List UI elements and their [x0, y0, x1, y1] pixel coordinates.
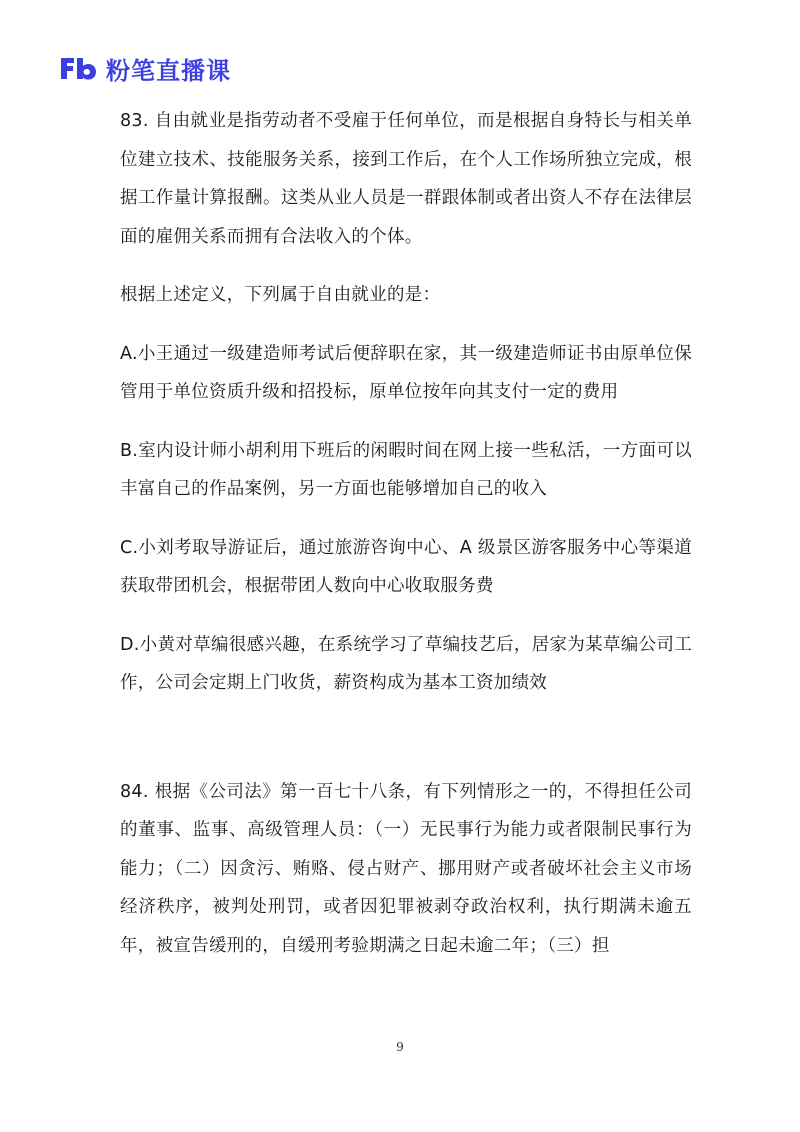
question-83-stem: 83. 自由就业是指劳动者不受雇于任何单位，而是根据自身特长与相关单位建立技术、技能服务关系，接到工作后，在个人工作场所独立完成，根据工作量计算报酬。这类从业人员是一群跟体制或者出资人不存在法律层面的雇佣关系而拥有合法收入的个体。	[120, 111, 692, 247]
page-number: 9	[396, 1040, 404, 1054]
fb-logo-icon	[58, 54, 98, 82]
document-body	[120, 102, 692, 965]
question-83-option-c: C.小刘考取导游证后，通过旅游咨询中心、A 级景区游客服务中心等渠道获取带团机会，根据带团人数向中心收取服务费	[120, 537, 692, 596]
header	[58, 52, 231, 84]
question-83-prompt: 根据上述定义，下列属于自由就业的是：	[120, 285, 441, 305]
question-84-stem: 84. 根据《公司法》第一百七十八条，有下列情形之一的，不得担任公司的董事、监事、高级管理人员：（一）无民事行为能力或者限制民事行为能力；（二）因贪污、贿赂、侵占财产、挪用财产或者破坏社会主义市场经济秩序，被判处刑罚，或者因犯罪被剥夺政治权利，执行期满未逾五年，被宣告缓刑的，自缓刑考验期满之日起未逾二年；（三）担	[120, 781, 692, 956]
question-83-option-b: B.室内设计师小胡利用下班后的闲暇时间在网上接一些私活，一方面可以丰富自己的作品案例，另一方面也能够增加自己的收入	[120, 440, 692, 499]
question-83-option-d: D.小黄对草编很感兴趣，在系统学习了草编技艺后，居家为某草编公司工作，公司会定期上门收货，薪资构成为基本工资加绩效	[120, 634, 692, 693]
question-83-option-a: A.小王通过一级建造师考试后便辞职在家，其一级建造师证书由原单位保管用于单位资质升级和招投标，原单位按年向其支付一定的费用	[120, 343, 692, 402]
brand-name: 粉笔直播课	[106, 56, 231, 85]
